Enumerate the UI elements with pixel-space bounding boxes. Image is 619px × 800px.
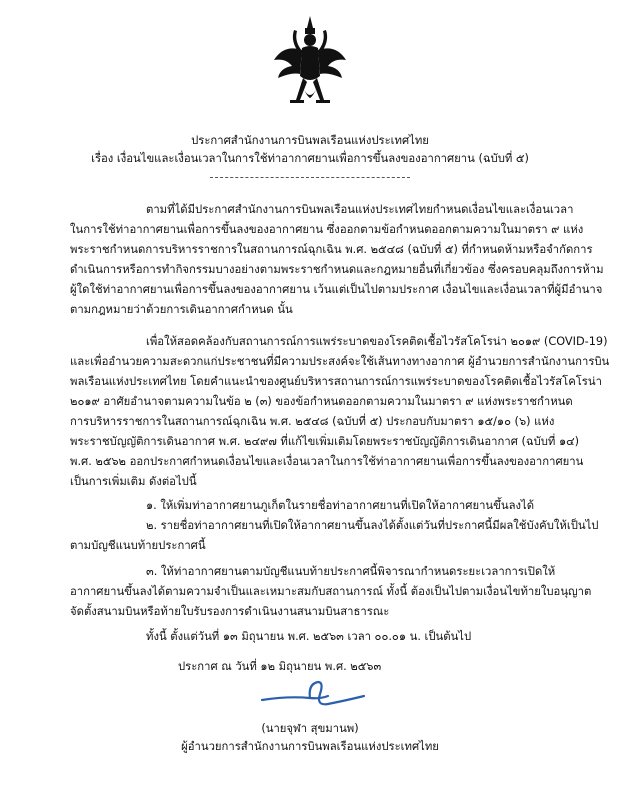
document-subject: เรื่อง เงื่อนไขและเงื่อนเวลาในการใช้ท่าอากาศยานเพื่อการขึ้นลงของอากาศยาน (ฉบับที่ ๕) (91, 152, 529, 165)
para1-line: ตามที่ได้มีประกาศสำนักงานการบินพลเรือนแห่งประเทศไทยกำหนดเงื่อนไขและเงื่อนเวลา (146, 203, 574, 216)
item-1-line: ๑. ให้เพิ่มท่าอากาศยานภูเก็ตในรายชื่อท่าอากาศยานที่เปิดให้อากาศยานขึ้นลงได้ (146, 499, 535, 512)
item-3-line: อากาศยานขึ้นลงได้ตามความจำเป็นและเหมาะสมกับสถานการณ์ ทั้งนี้ ต้องเป็นไปตามเงื่อนไขท้ายใบอนุญาต (70, 585, 592, 598)
signatory-name: (นายจุฬา สุขมานพ) (261, 722, 359, 735)
para2-line: และเพื่ออำนวยความสะดวกแก่ประชาชนที่มีความประสงค์จะใช้เส้นทางทางอากาศ ผู้อำนวยการสำนักงานการบิน (70, 355, 610, 368)
para1-line: พระราชกำหนดการบริหารราชการในสถานการณ์ฉุกเฉิน พ.ศ. ๒๕๔๘ (ฉบับที่ ๕) ที่กำหนดห้ามหรือจำกัดการ (70, 243, 593, 256)
para1-line: ดำเนินการหรือการทำกิจกรรมบางอย่างตามพระราชกำหนดและกฎหมายอื่นที่เกี่ยวข้อง ซึ่งครอบคลุมถึงการห้าม (70, 263, 604, 276)
item-2-line: ๒. รายชื่อท่าอากาศยานที่เปิดให้อากาศยานขึ้นลงได้ตั้งแต่วันที่ประกาศนี้มีผลใช้บังคับให้เป็นไป (146, 519, 599, 532)
title-divider (210, 177, 410, 178)
para2-line: พ.ศ. ๒๕๖๒ ออกประกาศกำหนดเงื่อนไขและเงื่อนเวลาในการใช้ท่าอากาศยานเพื่อการขึ้นลงของอากาศยาน (70, 455, 584, 468)
para2-line: พลเรือนแห่งประเทศไทย โดยคำแนะนำของศูนย์บริหารสถานการณ์การแพร่ระบาดของโรคติดเชื้อไวรัสโคโรน่า (70, 375, 602, 388)
para2-line: เป็นการเพิ่มเติม ดังต่อไปนี้ (70, 475, 197, 488)
para1-line: ผู้ใดใช้ท่าอากาศยานเพื่อการขึ้นลงของอากาศยาน เว้นแต่เป็นไปตามประกาศ เงื่อนไขและเงื่อนเวลาที่ผู้มีอำนาจ (70, 283, 603, 296)
para2-line: การบริหารราชการในสถานการณ์ฉุกเฉิน พ.ศ. ๒๕๔๘ (ฉบับที่ ๕) ประกอบกับมาตรา ๑๕/๑๐ (๖) แห่ง (70, 415, 555, 428)
para2-line: เพื่อให้สอดคล้องกับสถานการณ์การแพร่ระบาดของโรคติดเชื้อไวรัสโคโรน่า ๒๐๑๙ (COVID-19) (146, 335, 608, 348)
signature-mark (258, 674, 368, 714)
para1-line: ตามกฎหมายว่าด้วยการเดินอากาศกำหนด นั้น (70, 303, 293, 316)
garuda-emblem-icon (270, 14, 350, 114)
announcement-date: ประกาศ ณ วันที่ ๑๒ มิถุนายน พ.ศ. ๒๕๖๓ (178, 660, 382, 673)
item-2-line: ตามบัญชีแนบท้ายประกาศนี้ (70, 539, 206, 552)
para1-line: ในการใช้ท่าอากาศยานเพื่อการขึ้นลงของอากาศยาน ซึ่งออกตามข้อกำหนดออกตามความในมาตรา ๙ แห่ง (70, 223, 584, 236)
item-3-line: ๓. ให้ท่าอากาศยานตามบัญชีแนบท้ายประกาศนี้พิจารณากำหนดระยะเวลาการเปิดให้ (146, 565, 556, 578)
para2-line: พระราชบัญญัติการเดินอากาศ พ.ศ. ๒๔๙๗ ที่แก้ไขเพิ่มเติมโดยพระราชบัญญัติการเดินอากาศ (ฉบับที่ ๑๔) (70, 435, 580, 448)
item-3-line: จัดตั้งสนามบินหรือท้ายใบรับรองการดำเนินงานสนามบินสาธารณะ (70, 605, 390, 618)
effective-date: ทั้งนี้ ตั้งแต่วันที่ ๑๓ มิถุนายน พ.ศ. ๒๕๖๓ เวลา ๐๐.๐๑ น. เป็นต้นไป (146, 630, 472, 643)
signatory-position: ผู้อำนวยการสำนักงานการบินพลเรือนแห่งประเทศไทย (181, 740, 439, 753)
para2-line: ๒๐๑๙ อาศัยอำนาจตามความในข้อ ๒ (๓) ของข้อกำหนดออกตามความในมาตรา ๙ แห่งพระราชกำหนด (70, 395, 573, 408)
document-title: ประกาศสำนักงานการบินพลเรือนแห่งประเทศไทย (191, 134, 429, 147)
